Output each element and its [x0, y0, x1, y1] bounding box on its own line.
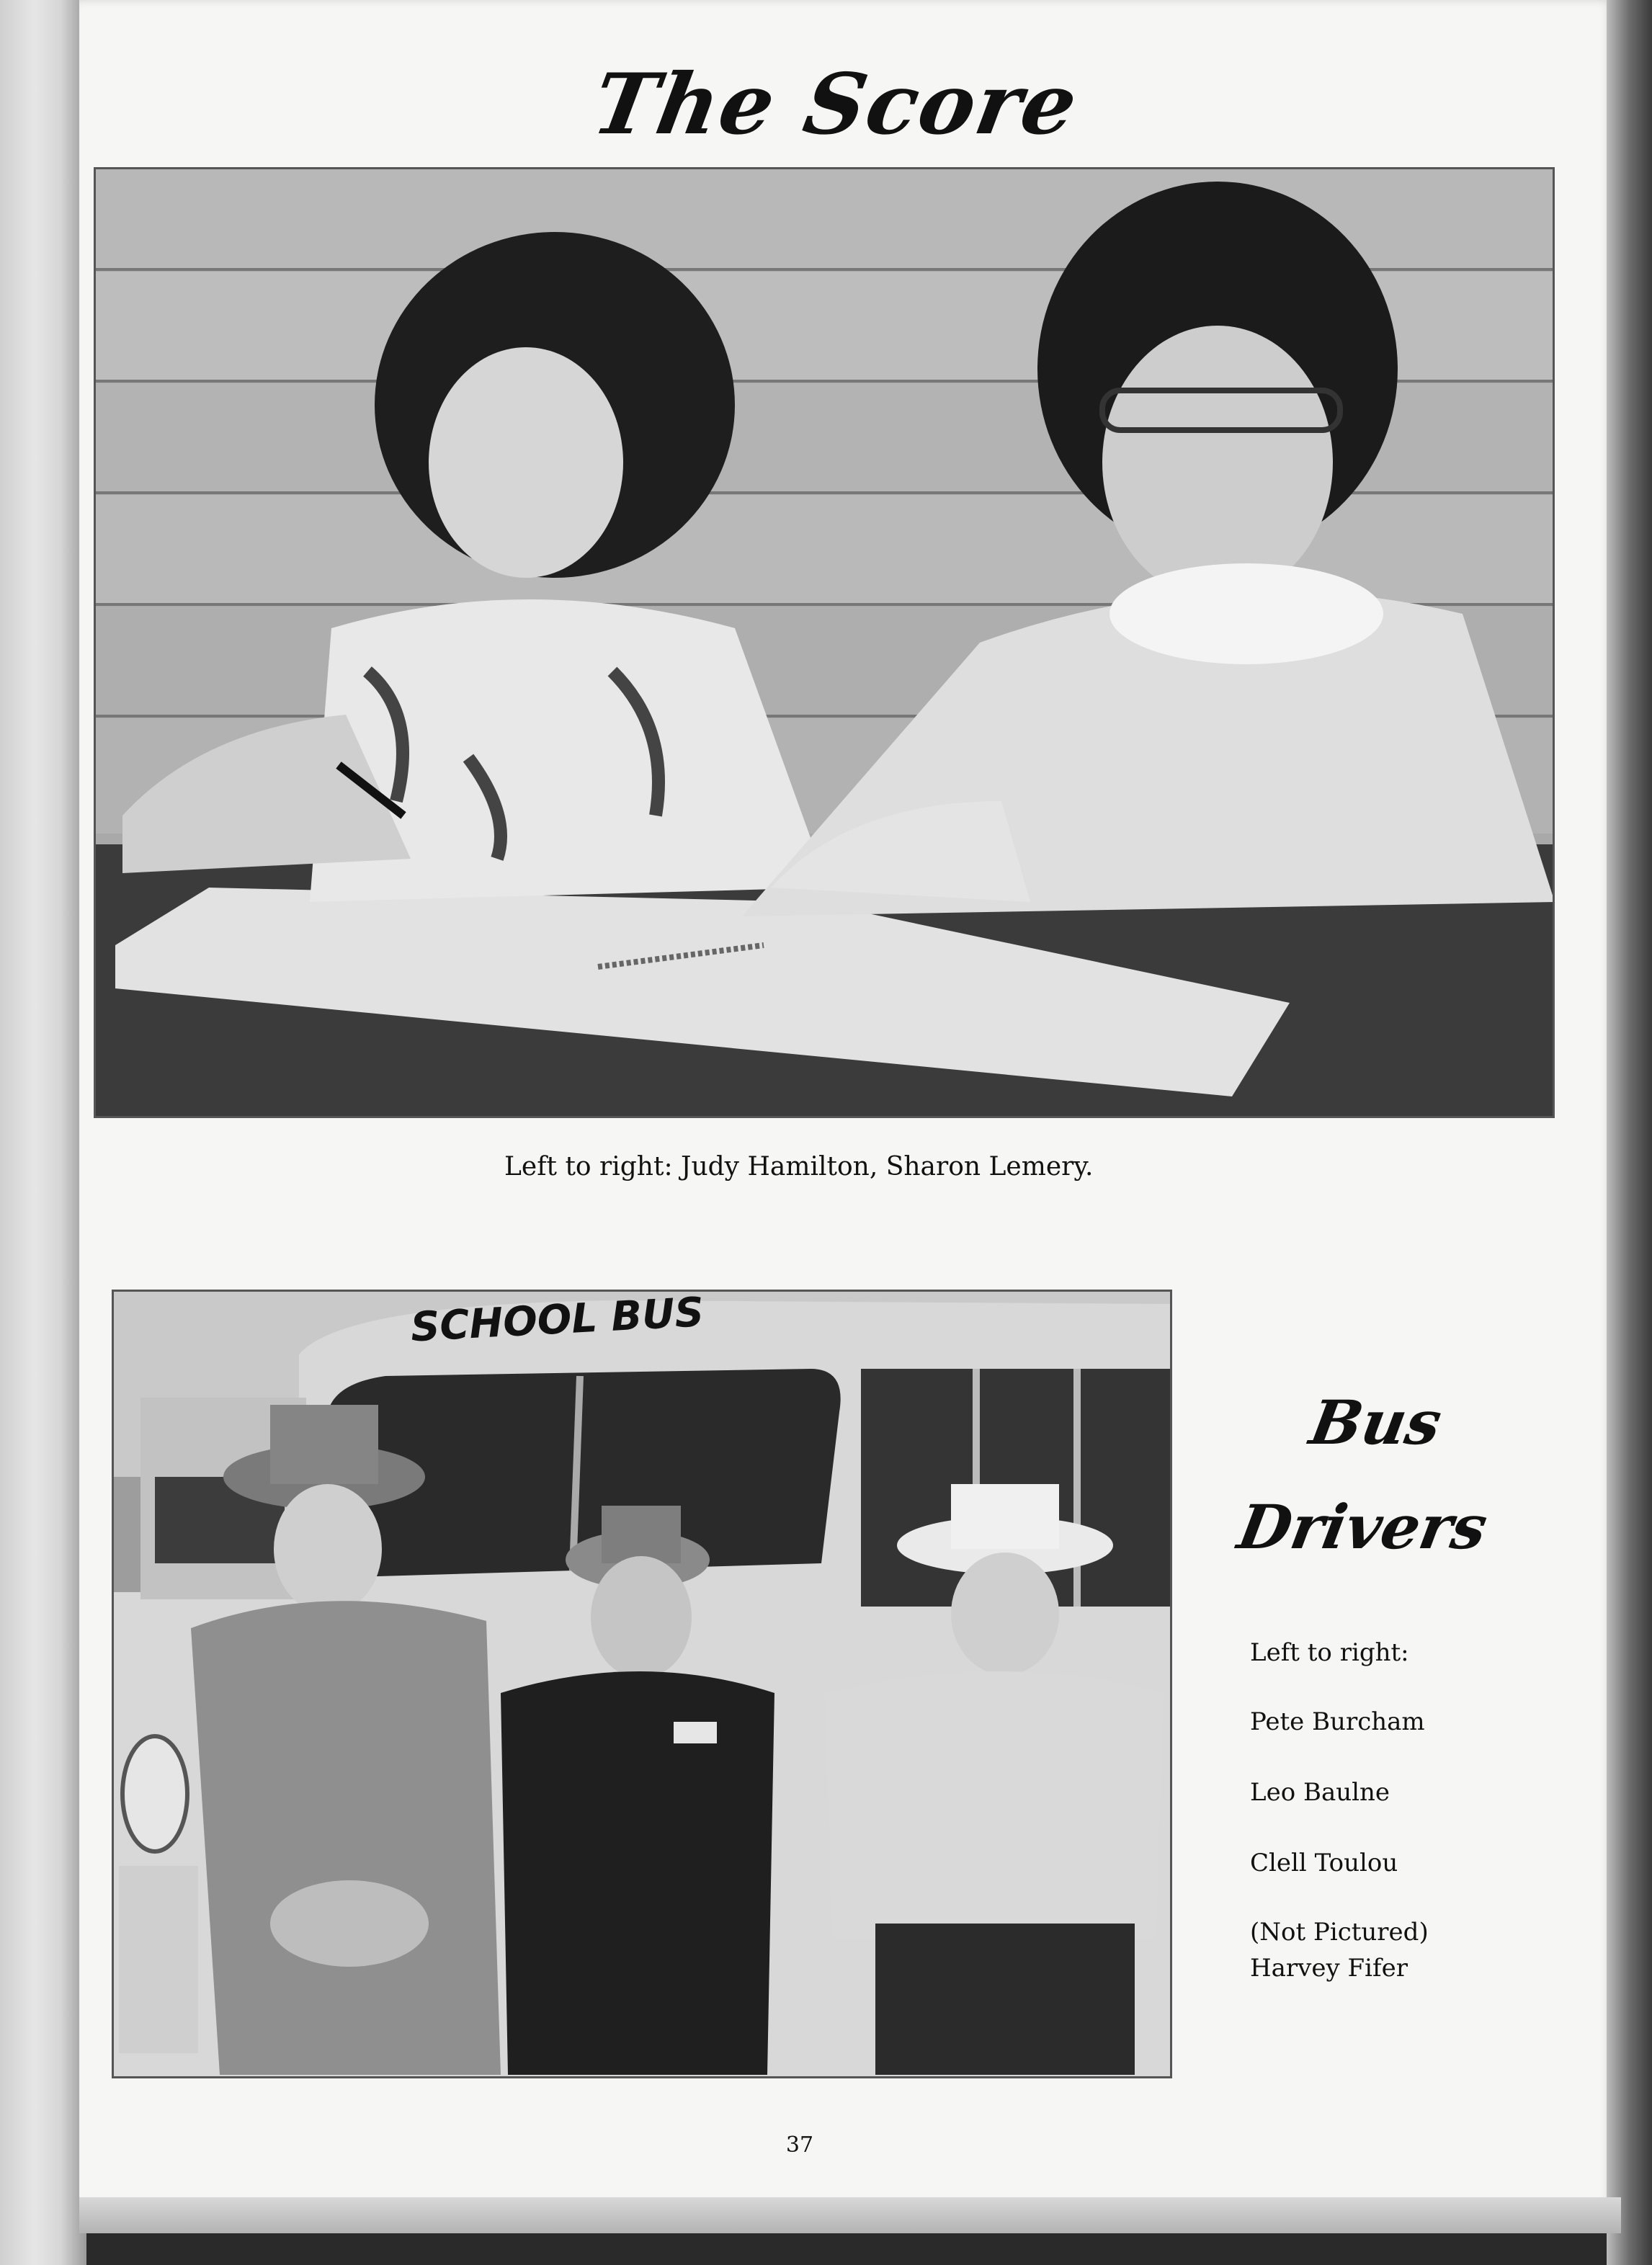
- bus-heading-line1: Bus: [1305, 1387, 1447, 1458]
- not-pictured-name: Harvey Fifer: [1250, 1954, 1408, 1983]
- driver-name: Pete Burcham: [1250, 1707, 1425, 1736]
- page-edge-bottom: [79, 2197, 1621, 2233]
- book-binding-left: [0, 0, 86, 2265]
- scorekeepers-photo: [94, 167, 1555, 1118]
- driver-name: Leo Baulne: [1250, 1778, 1390, 1807]
- drivers-intro: Left to right:: [1250, 1638, 1409, 1667]
- page-edge-right: [1607, 0, 1652, 2265]
- bus-drivers-photo: [112, 1290, 1172, 2078]
- page-number: 37: [785, 2132, 814, 2158]
- driver-name: Clell Toulou: [1250, 1849, 1398, 1877]
- bus-sign-text: SCHOOL BUS: [409, 1289, 705, 1352]
- scorekeepers-caption: Left to right: Judy Hamilton, Sharon Lemery.: [504, 1152, 1094, 1181]
- page-title: The Score: [586, 55, 1086, 153]
- bus-heading-line2: Drivers: [1233, 1491, 1493, 1563]
- not-pictured-label: (Not Pictured): [1250, 1918, 1429, 1947]
